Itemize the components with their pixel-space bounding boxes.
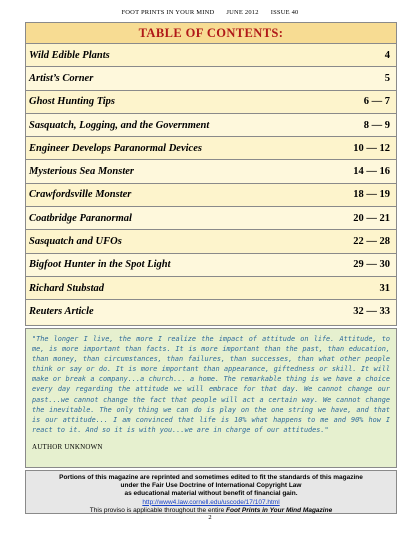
toc-entry-pages: 22 — 28	[353, 236, 390, 248]
toc-entry[interactable]	[26, 114, 396, 137]
toc-entry[interactable]	[26, 300, 396, 323]
toc-entry-pages: 4	[384, 49, 390, 61]
toc-entry-title: Engineer Develops Paranormal Devices	[29, 142, 202, 154]
toc-entry-pages: 6 — 7	[363, 96, 390, 108]
toc-entry-title: Wild Edible Plants	[29, 49, 110, 61]
toc-entry-title: Richard Stubstad	[29, 282, 104, 294]
toc-entry-pages: 5	[384, 72, 390, 84]
toc-entry[interactable]	[26, 160, 396, 183]
notice-line-5: This proviso is applicable throughout the entire	[89, 506, 227, 514]
toc-entry[interactable]	[26, 230, 396, 253]
toc-entry-pages: 31	[379, 282, 390, 294]
toc-list	[26, 44, 396, 324]
issue-number: ISSUE 40	[270, 9, 299, 16]
toc-entry-title: Crawfordsville Monster	[29, 189, 132, 201]
toc-entry[interactable]	[26, 91, 396, 114]
toc-entry-pages: 20 — 21	[353, 212, 390, 224]
copyright-law-link[interactable]: http://www4.law.cornell.edu/uscode/17/107.html	[142, 498, 280, 506]
toc-entry-pages: 14 — 16	[353, 166, 390, 178]
toc-title: TABLE OF CONTENTS:	[26, 23, 396, 44]
notice-line-1: Portions of this magazine are reprinted and sometimes edited to fit the standards of this magazine	[59, 474, 363, 481]
toc-entry[interactable]	[26, 254, 396, 277]
table-of-contents	[25, 22, 397, 326]
toc-entry-title: Mysterious Sea Monster	[29, 166, 135, 178]
toc-entry-pages: 32 — 33	[353, 306, 390, 318]
notice-line-2: under the Fair Use Doctrine of International Copyright Law	[120, 482, 302, 490]
toc-entry-title: Artist’s Corner	[29, 72, 94, 84]
toc-entry-pages: 10 — 12	[353, 142, 390, 154]
toc-entry[interactable]	[26, 67, 396, 90]
toc-entry-title: Reuters Article	[29, 306, 94, 318]
page-number: 2	[208, 514, 212, 521]
page-header	[0, 9, 420, 16]
toc-entry-title: Ghost Hunting Tips	[29, 96, 115, 108]
toc-entry[interactable]	[26, 44, 396, 67]
toc-entry-title: Sasquatch, Logging, and the Government	[29, 119, 210, 131]
notice-line-3: as educational material without benefit of financial gain.	[124, 490, 298, 498]
toc-entry[interactable]	[26, 184, 396, 207]
toc-entry-title: Coatbridge Paranormal	[29, 212, 132, 224]
toc-entry-pages: 29 — 30	[353, 259, 390, 271]
quote-text: "The longer I live, the more I realize the impact of attitude on life. Attitude, to me, is more important than facts. It is more important than the past, than education, than money, than circumstances, than failures, than successes, than what other people think or say or do. It is more important than appearance, giftedness or skill. It will make or break a company...a church... a home. The remarkable thing is we have a choice every day regarding the attitude we will embrace for that day. We cannot change our past...we cannot change the fact that people will act a certain way. We cannot change the inevitable. The only thing we can do is play on the one string we have, and that is our attitude... I am convinced that life is 10% what happens to me and 90% how I react to it. And so it is with you...we are in charge of our attitudes."	[32, 335, 390, 434]
copyright-notice	[25, 470, 397, 514]
toc-entry-title: Sasquatch and UFOs	[29, 236, 122, 248]
issue-date: JUNE 2012	[226, 9, 259, 16]
publication-name: FOOT PRINTS IN YOUR MIND	[121, 9, 215, 16]
toc-entry[interactable]	[26, 137, 396, 160]
toc-entry-title: Bigfoot Hunter in the Spot Light	[29, 259, 171, 271]
toc-entry-pages: 18 — 19	[353, 189, 390, 201]
quote-author: AUTHOR UNKNOWN	[32, 442, 103, 451]
toc-entry[interactable]	[26, 277, 396, 300]
magazine-title: Foot Prints in Your Mind Magazine	[226, 506, 333, 514]
toc-entry[interactable]	[26, 207, 396, 230]
toc-entry-pages: 8 — 9	[363, 119, 390, 131]
quote-box	[25, 328, 397, 468]
